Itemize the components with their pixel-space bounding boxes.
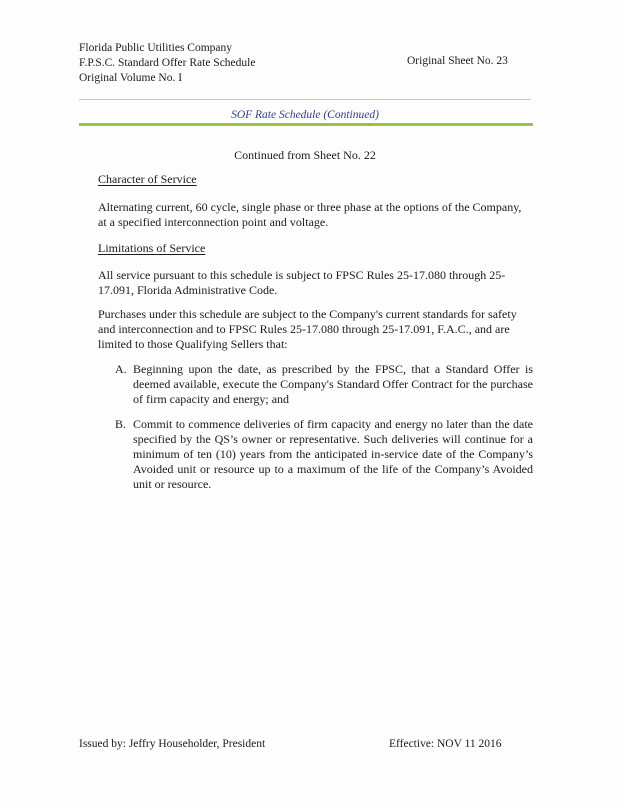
sheet-number: Original Sheet No. 23 xyxy=(407,55,508,67)
company-name: Florida Public Utilities Company xyxy=(79,42,233,54)
header-divider xyxy=(79,99,531,100)
list-item xyxy=(115,417,533,492)
effective-date: Effective: NOV 11 2016 xyxy=(389,738,502,750)
list-item-text: Beginning upon the date, as prescribed by the FPSC, that a Standard Offer is deemed available, execute the Company's Standard Offer Contract for the purchase of firm capacity and energy; and xyxy=(133,362,533,406)
list-marker: A. xyxy=(115,362,127,376)
list-item-text: Commit to commence deliveries of firm capacity and energy no later than the date specified by the QS’s owner or representative. Such deliveries will continue for a minimum of ten (10) years from the anticipated in-service date of the Company’s Avoided unit or resource up to a maximum of the life of the Company’s Avoided unit or resource. xyxy=(133,417,533,491)
character-of-service-heading: Character of Service xyxy=(98,172,197,186)
header-left xyxy=(79,41,255,86)
continued-from: Continued from Sheet No. 22 xyxy=(234,148,376,162)
limitations-paragraph-1: All service pursuant to this schedule is subject to FPSC Rules 25-17.080 through 25-17.091, Florida Administrative Code. xyxy=(98,268,506,297)
schedule-name: F.P.S.C. Standard Offer Rate Schedule xyxy=(79,57,256,69)
list-item xyxy=(115,362,533,407)
issued-by: Issued by: Jeffry Householder, President xyxy=(79,738,266,750)
volume-label: Original Volume No. I xyxy=(79,72,183,84)
section-title: SOF Rate Schedule (Continued) xyxy=(231,109,379,121)
list-marker: B. xyxy=(115,417,127,431)
character-of-service-text: Alternating current, 60 cycle, single phase or three phase at the options of the Company, at a specified interconnection point and voltage. xyxy=(98,200,522,229)
section-title-underline xyxy=(79,123,533,126)
limitations-of-service-heading: Limitations of Service xyxy=(98,241,206,255)
limitations-paragraph-2: Purchases under this schedule are subject to the Company's current standards for safety and interconnection and to FPSC Rules 25-17.080 through 25-17.091, F.A.C., and are limited to those Qualifying Sellers that: xyxy=(98,307,517,351)
